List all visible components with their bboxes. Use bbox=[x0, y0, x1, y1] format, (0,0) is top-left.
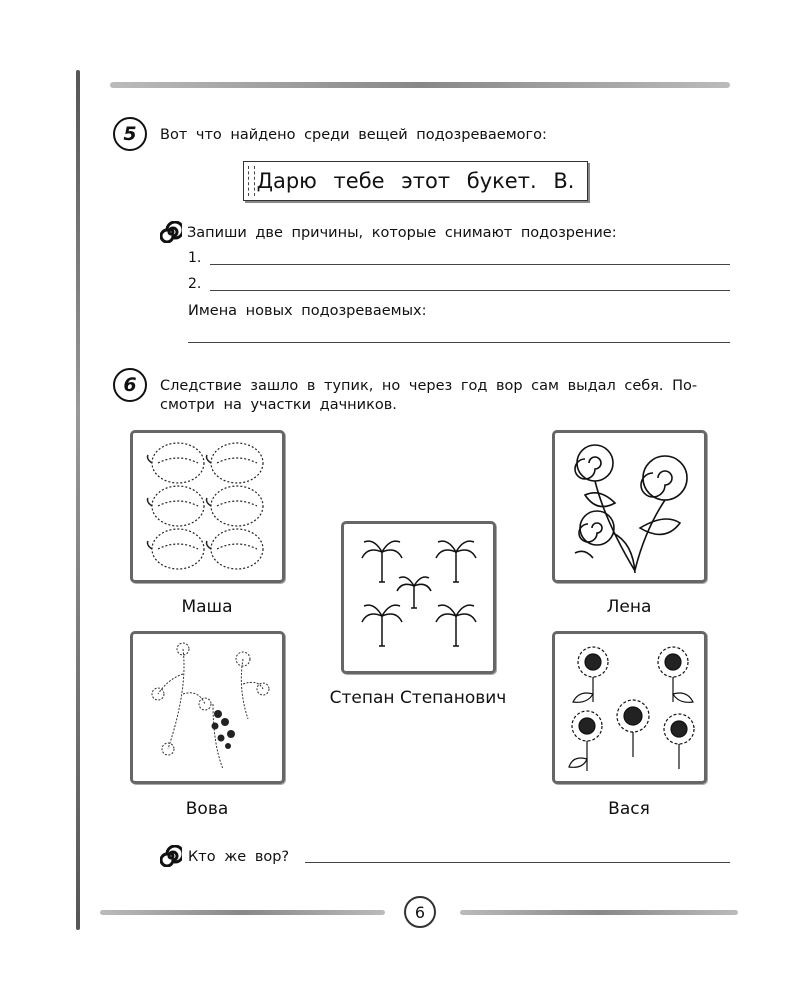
melon-icon bbox=[133, 433, 282, 580]
task-number-6: 6 bbox=[113, 368, 147, 402]
page-number: 6 bbox=[404, 896, 436, 928]
plot-vova-card bbox=[130, 631, 285, 784]
task-number-5: 5 bbox=[113, 117, 147, 151]
page-border-top bbox=[110, 82, 730, 88]
spiral-icon bbox=[160, 221, 182, 243]
note-text: Дарю тебе этот букет. В. bbox=[256, 169, 575, 193]
sunflower-icon bbox=[555, 634, 704, 781]
plot-vasya-name: Вася bbox=[608, 799, 650, 819]
plot-stepan-name: Степан Степанович bbox=[329, 688, 507, 708]
plot-lena-card bbox=[552, 430, 707, 583]
new-suspects-line[interactable] bbox=[188, 342, 730, 343]
note-card bbox=[243, 161, 588, 201]
page-border-left bbox=[76, 70, 80, 930]
page-border-bottom-right bbox=[460, 910, 738, 915]
task5-subtask: Запиши две причины, которые снимают подозрение: bbox=[187, 225, 617, 241]
answer-line-1-label: 1. bbox=[188, 250, 202, 266]
spiral-icon bbox=[160, 845, 182, 867]
task6-text-line1: Следствие зашло в тупик, но через год вор сам выдал себя. По- bbox=[160, 378, 698, 394]
rose-icon bbox=[555, 433, 704, 580]
answer-line-1[interactable] bbox=[210, 264, 730, 265]
plot-masha-name: Маша bbox=[181, 597, 233, 617]
plot-vova-name: Вова bbox=[185, 799, 229, 819]
thief-answer-line[interactable] bbox=[305, 862, 730, 863]
palm-icon bbox=[344, 524, 493, 671]
plot-lena-name: Лена bbox=[606, 597, 652, 617]
answer-line-2[interactable] bbox=[210, 290, 730, 291]
task6-text-line2: смотри на участки дачников. bbox=[160, 397, 397, 413]
new-suspects-label: Имена новых подозреваемых: bbox=[188, 303, 427, 319]
plot-masha-card bbox=[130, 430, 285, 583]
plot-stepan-card bbox=[341, 521, 496, 674]
plot-vasya-card bbox=[552, 631, 707, 784]
answer-line-2-label: 2. bbox=[188, 276, 202, 292]
wildflower-icon bbox=[133, 634, 282, 781]
thief-question: Кто же вор? bbox=[188, 849, 290, 865]
page-border-bottom-left bbox=[100, 910, 385, 915]
task5-text: Вот что найдено среди вещей подозреваемого: bbox=[160, 127, 547, 143]
